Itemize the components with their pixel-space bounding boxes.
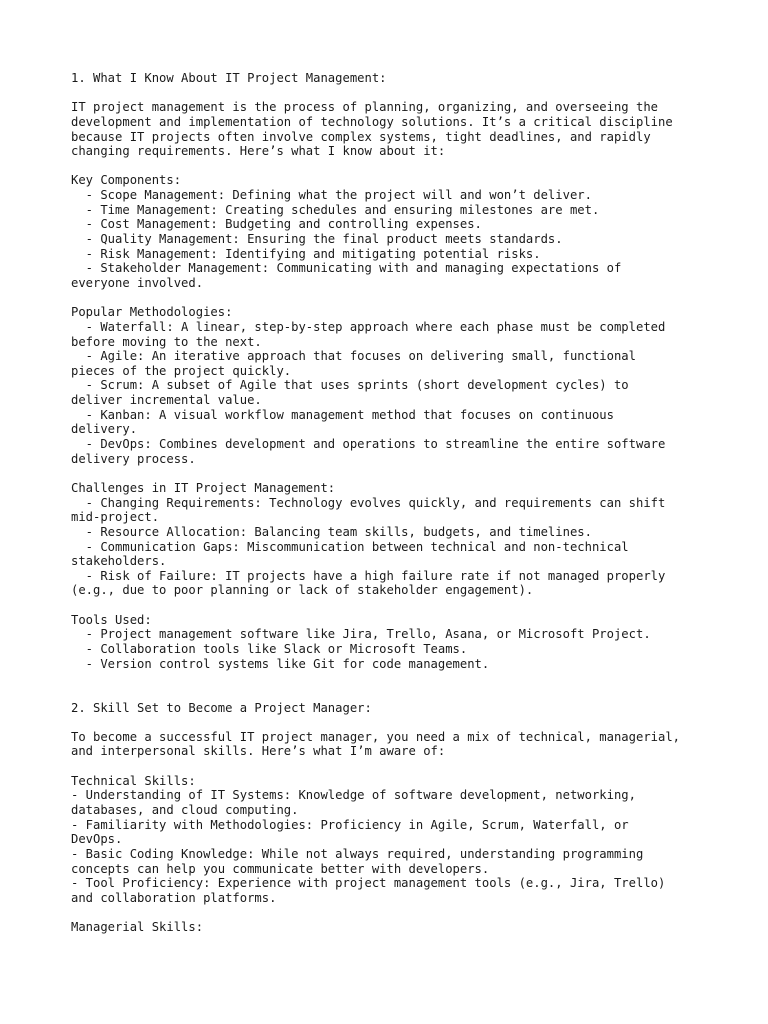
document-line — [71, 906, 711, 921]
document-line: development and implementation of technology solutions. It’s a critical discipline — [71, 114, 673, 129]
document-line — [71, 671, 711, 686]
document-line: - Cost Management: Budgeting and controlling expenses. — [71, 217, 482, 232]
document-line: databases, and cloud computing. — [71, 803, 299, 818]
document-line: - Waterfall: A linear, step-by-step approach where each phase must be completed — [71, 319, 666, 334]
document-line: Managerial Skills: — [71, 920, 204, 935]
document-line: - Collaboration tools like Slack or Microsoft Teams. — [71, 641, 468, 656]
document-line: because IT projects often involve complex systems, tight deadlines, and rapidly — [71, 129, 651, 144]
document-line — [71, 291, 711, 306]
document-line: and interpersonal skills. Here’s what I’m aware of: — [71, 744, 446, 759]
document-line: - Communication Gaps: Miscommunication between technical and non-technical — [71, 539, 629, 554]
document-line: - Version control systems like Git for code management. — [71, 656, 490, 671]
document-line: - Time Management: Creating schedules and ensuring milestones are met. — [71, 202, 600, 217]
document-line: 2. Skill Set to Become a Project Manager: — [71, 700, 372, 715]
document-line — [71, 159, 711, 174]
document-line: - Familiarity with Methodologies: Proficiency in Agile, Scrum, Waterfall, or — [71, 817, 629, 832]
document-line — [71, 686, 711, 701]
document-line: and collaboration platforms. — [71, 890, 277, 905]
document-line: - Basic Coding Knowledge: While not always required, understanding programming — [71, 846, 644, 861]
document-line: - Kanban: A visual workflow management method that focuses on continuous — [71, 407, 614, 422]
document-line: - Stakeholder Management: Communicating with and managing expectations of — [71, 261, 622, 276]
document-line — [71, 466, 711, 481]
document-line — [71, 86, 711, 101]
document-line: - Tool Proficiency: Experience with project management tools (e.g., Jira, Trello) — [71, 876, 666, 891]
document-line: delivery. — [71, 422, 138, 437]
document-line: - Risk of Failure: IT projects have a high failure rate if not managed properly — [71, 568, 666, 583]
document-line — [71, 759, 711, 774]
document-line: - Resource Allocation: Balancing team skills, budgets, and timelines. — [71, 524, 592, 539]
document-line — [71, 598, 711, 613]
document-line: concepts can help you communicate better with developers. — [71, 861, 490, 876]
document-line: - Scrum: A subset of Agile that uses sprints (short development cycles) to — [71, 378, 629, 393]
document-line: Key Components: — [71, 173, 182, 188]
document-line: - Risk Management: Identifying and mitigating potential risks. — [71, 246, 541, 261]
document-line: Popular Methodologies: — [71, 305, 233, 320]
document-line: deliver incremental value. — [71, 393, 262, 408]
document-line: Technical Skills: — [71, 773, 196, 788]
document-line: Challenges in IT Project Management: — [71, 480, 336, 495]
document-line: delivery process. — [71, 451, 196, 466]
document-line: before moving to the next. — [71, 334, 262, 349]
document-line: Tools Used: — [71, 612, 152, 627]
document-line: To become a successful IT project manager, you need a mix of technical, managerial, — [71, 729, 681, 744]
document-line: - Understanding of IT Systems: Knowledge of software development, networking, — [71, 788, 636, 803]
document-line: (e.g., due to poor planning or lack of stakeholder engagement). — [71, 583, 534, 598]
document-line: 1. What I Know About IT Project Management: — [71, 71, 387, 85]
document-line: - DevOps: Combines development and operations to streamline the entire software — [71, 437, 666, 452]
document-line: - Agile: An iterative approach that focuses on delivering small, functional — [71, 349, 636, 364]
document-line: - Project management software like Jira, Trello, Asana, or Microsoft Project. — [71, 627, 651, 642]
document-line: everyone involved. — [71, 275, 204, 290]
document-line: - Quality Management: Ensuring the final product meets standards. — [71, 232, 563, 247]
document-line: stakeholders. — [71, 554, 167, 569]
document-line: changing requirements. Here’s what I know about it: — [71, 144, 446, 159]
document-line: - Scope Management: Defining what the project will and won’t deliver. — [71, 188, 592, 203]
document-line: IT project management is the process of planning, organizing, and overseeing the — [71, 100, 658, 115]
document-page — [71, 71, 711, 935]
document-line: DevOps. — [71, 832, 123, 847]
document-line: mid-project. — [71, 510, 160, 525]
document-line: pieces of the project quickly. — [71, 363, 292, 378]
document-line: - Changing Requirements: Technology evolves quickly, and requirements can shift — [71, 495, 666, 510]
document-line — [71, 715, 711, 730]
